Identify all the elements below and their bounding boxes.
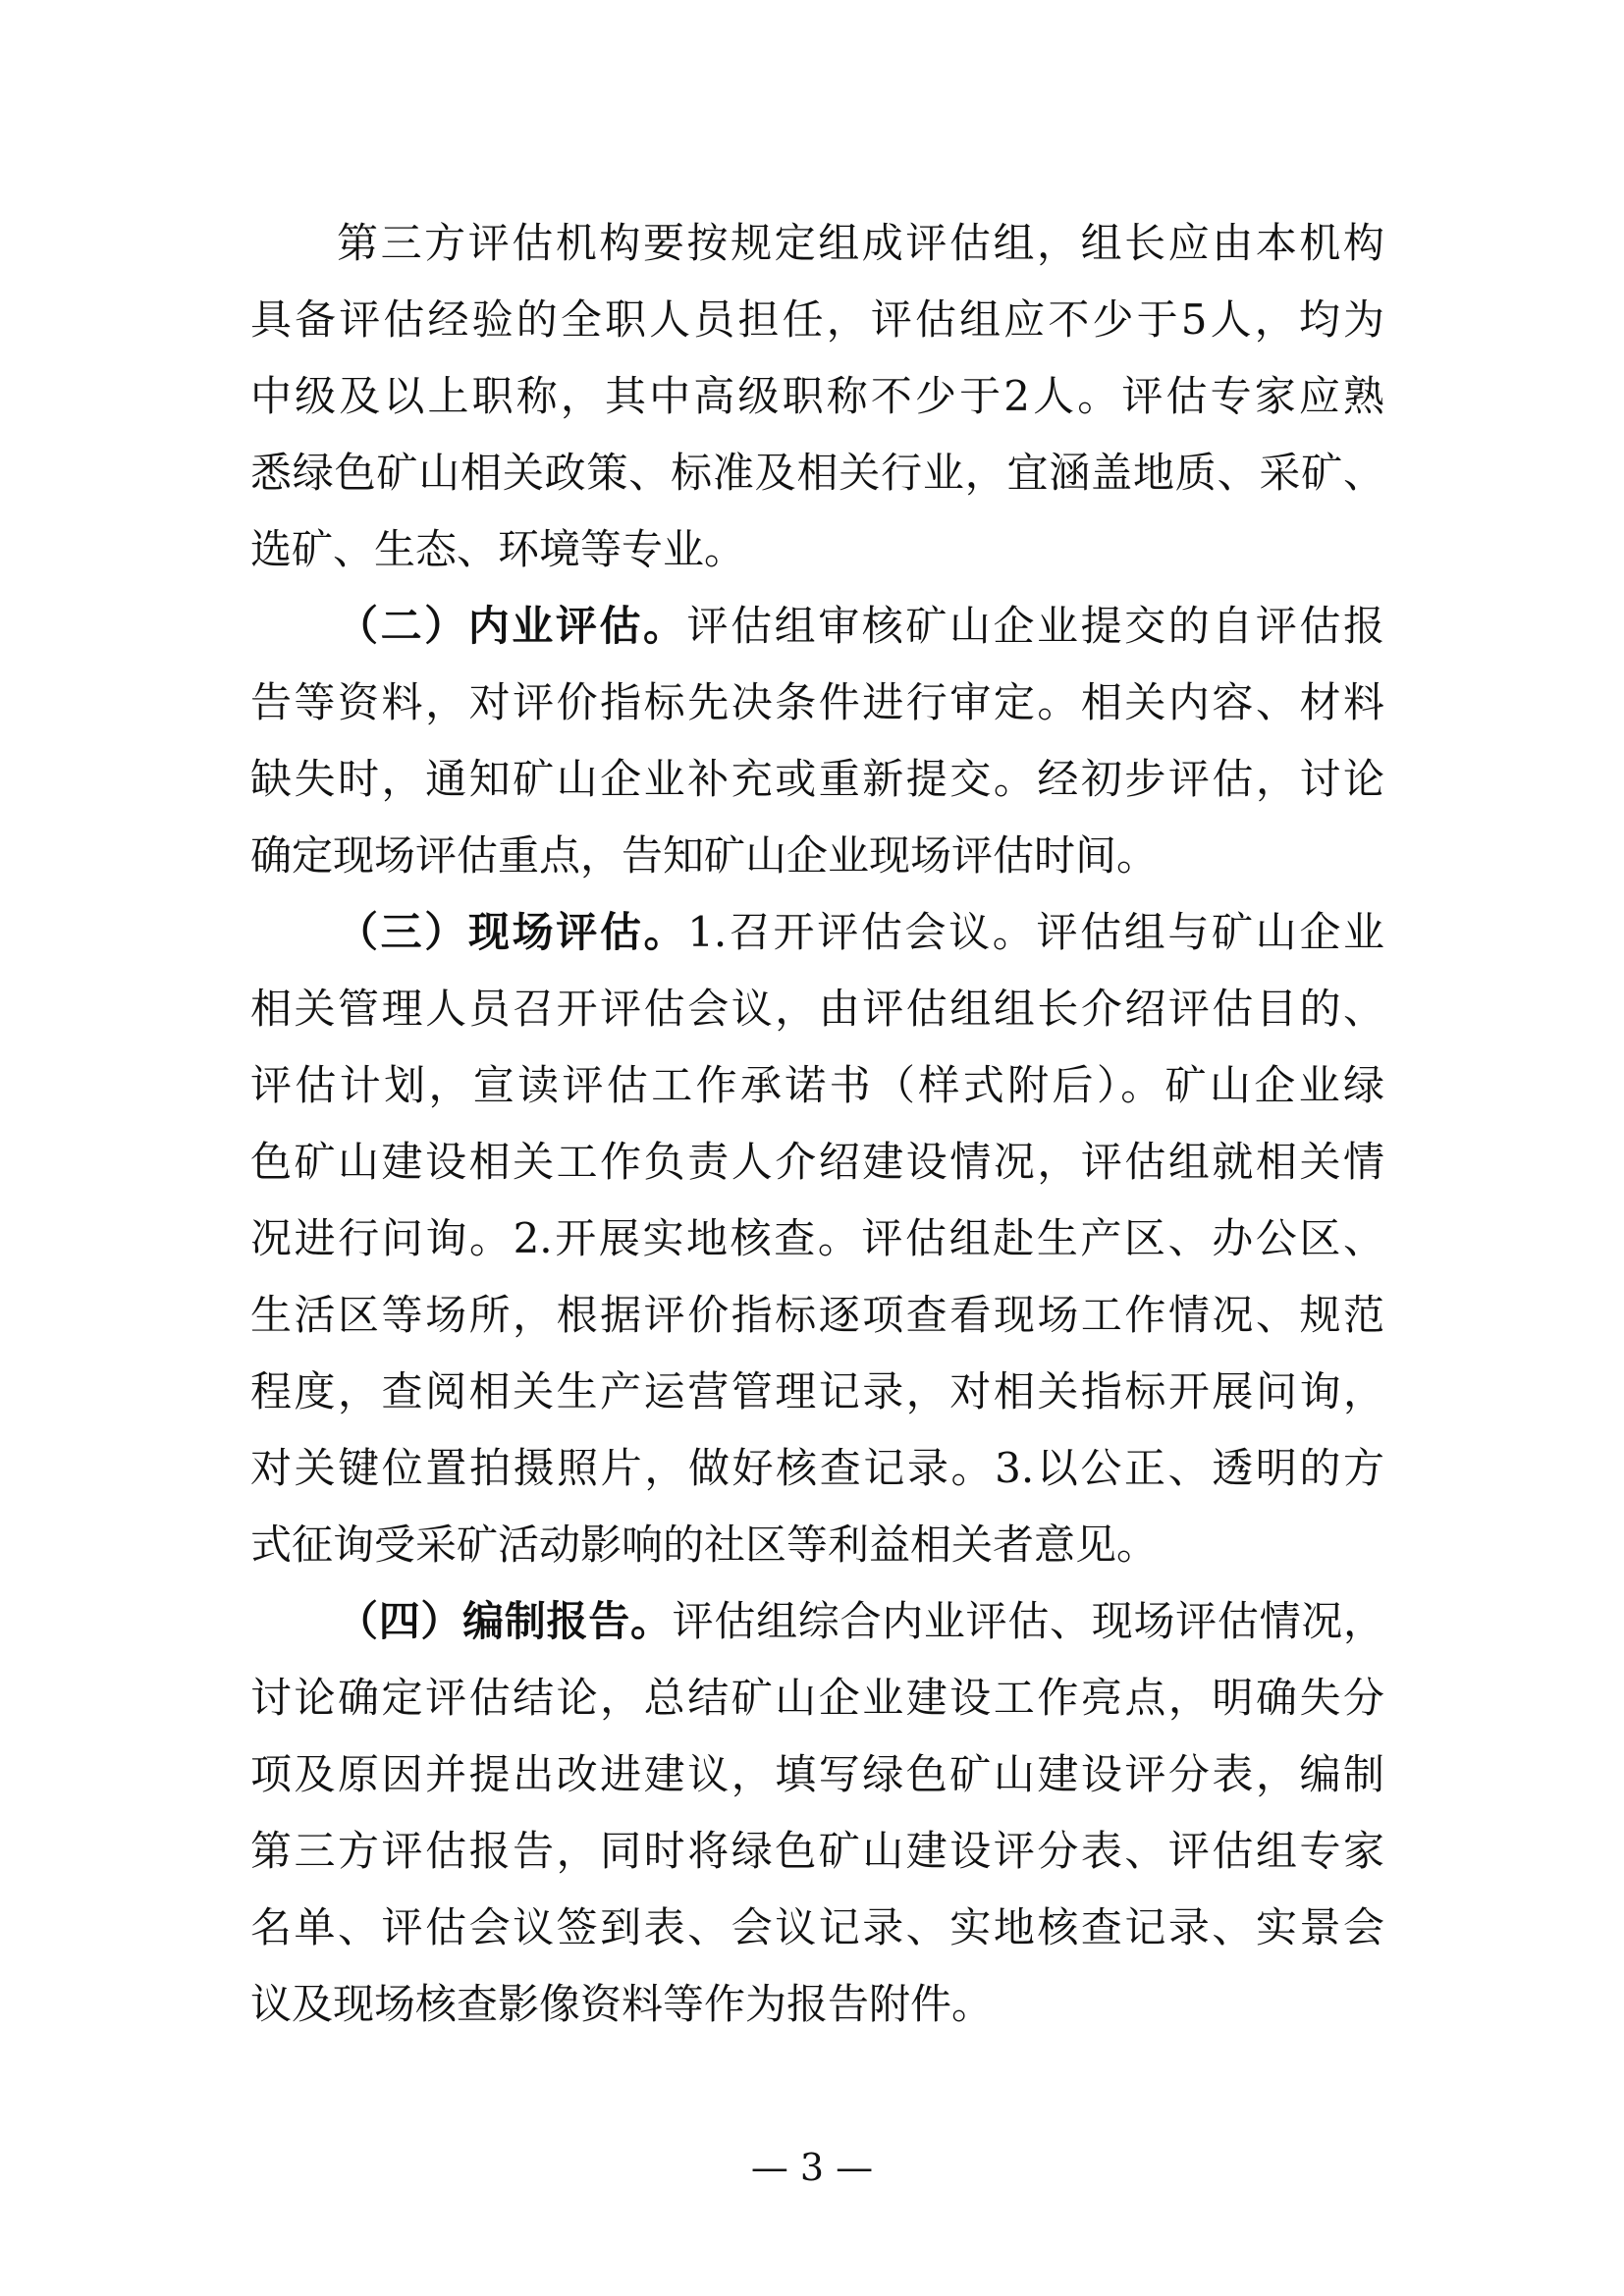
text-line	[250, 1047, 1384, 1124]
line-text: 相关管理人员召开评估会议，由评估组组长介绍评估目的、	[250, 985, 1384, 1033]
text-line	[250, 1736, 1384, 1813]
line-text: 中级及以上职称，其中高级职称不少于2人。评估专家应熟	[250, 372, 1384, 420]
line-text: 项及原因并提出改进建议，填写绿色矿山建设评分表，编制	[250, 1750, 1384, 1798]
line-text: 1.召开评估会议。评估组与矿山企业	[687, 908, 1384, 956]
text-line	[250, 1430, 1384, 1507]
line-text: 悉绿色矿山相关政策、标准及相关行业，宜涵盖地质、采矿、	[250, 449, 1384, 497]
document-body	[250, 205, 1384, 2043]
line-text: 告等资料，对评价指标先决条件进行审定。相关内容、材料	[250, 678, 1384, 726]
text-line	[250, 205, 1384, 282]
line-text: 议及现场核查影像资料等作为报告附件。	[250, 1980, 994, 2028]
text-line	[250, 511, 1384, 588]
line-text: 确定现场评估重点，告知矿山企业现场评估时间。	[250, 831, 1159, 880]
section-heading: （二）内业评估。	[337, 602, 687, 650]
text-line	[250, 358, 1384, 435]
page-number: — 3 —	[750, 2146, 874, 2189]
text-line	[250, 1966, 1384, 2043]
text-line	[250, 971, 1384, 1047]
line-text: 评估组综合内业评估、现场评估情况，	[672, 1597, 1384, 1645]
text-line	[250, 1660, 1384, 1736]
line-text: 评估计划，宣读评估工作承诺书（样式附后）。矿山企业绿	[250, 1061, 1384, 1109]
text-line	[250, 1354, 1384, 1430]
line-text: 名单、评估会议签到表、会议记录、实地核查记录、实景会	[250, 1903, 1384, 1951]
text-line	[250, 665, 1384, 741]
line-text: 评估组审核矿山企业提交的自评估报	[686, 602, 1384, 650]
section-heading: （三）现场评估。	[337, 908, 688, 956]
text-line	[250, 1507, 1384, 1583]
line-text: 第三方评估报告，同时将绿色矿山建设评分表、评估组专家	[250, 1827, 1384, 1875]
line-text: 第三方评估机构要按规定组成评估组，组长应由本机构	[337, 219, 1384, 267]
line-text: 式征询受采矿活动影响的社区等利益相关者意见。	[250, 1521, 1159, 1569]
line-text: 色矿山建设相关工作负责人介绍建设情况，评估组就相关情	[250, 1138, 1384, 1186]
text-line	[250, 818, 1384, 894]
text-line	[250, 435, 1384, 511]
line-text: 生活区等场所，根据评价指标逐项查看现场工作情况、规范	[250, 1291, 1384, 1339]
text-line	[250, 588, 1384, 665]
text-line	[250, 894, 1384, 971]
text-line	[250, 1890, 1384, 1966]
line-text: 对关键位置拍摄照片，做好核查记录。3.以公正、透明的方	[250, 1444, 1384, 1492]
line-text: 具备评估经验的全职人员担任，评估组应不少于5人，均为	[250, 295, 1384, 344]
line-text: 选矿、生态、环境等专业。	[250, 525, 746, 573]
text-line	[250, 1583, 1384, 1660]
text-line	[250, 741, 1384, 818]
text-line	[250, 1813, 1384, 1890]
section-heading: （四）编制报告。	[337, 1597, 673, 1645]
text-line	[250, 1277, 1384, 1354]
line-text: 缺失时，通知矿山企业补充或重新提交。经初步评估，讨论	[250, 755, 1384, 803]
line-text: 程度，查阅相关生产运营管理记录，对相关指标开展问询，	[250, 1367, 1384, 1415]
text-line	[250, 282, 1384, 358]
line-text: 况进行问询。2.开展实地核查。评估组赴生产区、办公区、	[250, 1214, 1384, 1262]
line-text: 讨论确定评估结论，总结矿山企业建设工作亮点，明确失分	[250, 1674, 1384, 1722]
text-line	[250, 1201, 1384, 1277]
text-line	[250, 1124, 1384, 1201]
